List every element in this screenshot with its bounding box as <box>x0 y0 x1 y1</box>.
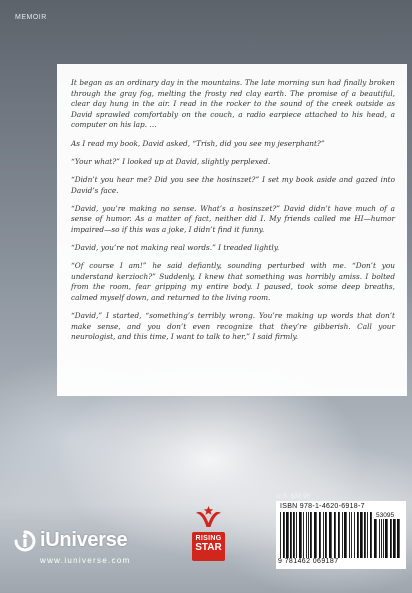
isbn-addon-number: 53095 <box>376 512 395 519</box>
badge-line-star: STAR <box>195 542 222 553</box>
isbn-label: ISBN 978-1-4620-6918-7 <box>280 503 365 510</box>
badge-line-rising: RISING <box>195 535 222 542</box>
barcode-bar <box>280 512 281 558</box>
rising-star-label <box>192 532 225 561</box>
excerpt-paragraph: “David, you’re making no sense. What’s a hosinszet?” David didn’t have much of a sense of humor. As a matter of fact, neither did I. My friends called me HI—humor impaired—so if this was a joke, I didn’t find it funny. <box>71 203 395 234</box>
barcode-bar <box>293 512 295 558</box>
barcode-bar <box>390 519 392 558</box>
publisher-logo <box>12 528 127 552</box>
barcode-bar <box>367 512 368 558</box>
barcode-bar <box>323 512 324 558</box>
publisher-name: iUniverse <box>40 528 128 551</box>
barcode-bar <box>306 512 307 558</box>
barcode-bar <box>334 512 336 558</box>
barcode-bar <box>299 512 302 558</box>
isbn-barcode <box>276 501 406 569</box>
excerpt-paragraph: It began as an ordinary day in the mountains. The late morning sun had finally broken through the gray fog, melting the frosty red clay earth. The promise of a beautiful, clear day hung in the air. I read in the rocker to the sound of the creek outside as David sprawled comfortably on the couch, a radio earpiece attached to his head, a computer on his lap. … <box>71 78 395 130</box>
barcode-bar <box>283 512 285 558</box>
barcode-bar <box>354 512 355 558</box>
barcode-bar <box>303 512 304 558</box>
price-label: U.S. $30.95 <box>276 493 311 500</box>
barcode-bar <box>296 512 297 558</box>
barcode-bar <box>329 512 332 558</box>
barcode-bar <box>364 512 366 558</box>
excerpt-paragraph: “Of course I am!” he said defiantly, sounding perturbed with me. “Don’t you understand kerzioch?” Suddenly, I knew that something was horribly amiss. I bolted from the room, fear gripping my entire body. I paused, took some deep breaths, calmed myself down, and returned to the living room. <box>71 261 395 303</box>
excerpt-paragraph: “David,” I started, “something’s terribly wrong. You’re making up words that don’t make sense, and you don’t even recognize that they’re gibberish. Call your neurologist, and this time, I want to talk to her,” I said firmly. <box>71 311 395 342</box>
barcode-bar <box>290 512 292 558</box>
category-label: MEMOIR <box>15 14 47 21</box>
excerpt-paragraph: “David, you’re not making real words.” I treaded lightly. <box>71 243 280 253</box>
barcode-bar <box>374 519 377 558</box>
barcode-bar <box>370 512 372 558</box>
barcode-bar <box>314 512 317 558</box>
excerpt-paragraph: “Didn’t you hear me? Did you see the hosinszet?” I set my book aside and gazed into David’s face. <box>71 174 395 195</box>
ean-number: 9 781462 069187 <box>278 558 339 565</box>
barcode-bar <box>338 512 340 558</box>
barcode-bar <box>351 512 352 558</box>
barcode-bar <box>286 512 289 558</box>
barcode-bar <box>344 512 347 558</box>
rising-star-bird-logo <box>190 505 227 533</box>
addon-barcode-bars <box>374 519 402 558</box>
barcode-bar <box>319 512 321 558</box>
publisher-url: www.iuniverse.com <box>40 556 131 565</box>
barcode-bar <box>393 519 396 558</box>
barcode-bar <box>379 519 380 558</box>
barcode-bar <box>397 519 400 558</box>
barcode-bar <box>325 512 327 558</box>
iuniverse-swirl-logo <box>12 527 38 553</box>
barcode-bar <box>357 512 359 558</box>
rising-star-badge <box>190 505 227 567</box>
barcode-bar <box>308 512 309 558</box>
barcode-bar <box>385 519 388 558</box>
barcode-bar <box>349 512 350 558</box>
barcode-bar <box>383 519 384 558</box>
barcode-bar <box>310 512 312 558</box>
ean-barcode-bars <box>280 512 372 558</box>
barcode-bar <box>360 512 363 558</box>
excerpt-paragraph: “Your what?” I looked up at David, slightly perplexed. <box>71 156 271 166</box>
barcode-bar <box>381 519 382 558</box>
excerpt-panel <box>57 64 407 396</box>
excerpt-paragraph: As I read my book, David asked, “Trish, did you see my jeserphant?” <box>71 138 325 148</box>
barcode-bar <box>342 512 343 558</box>
